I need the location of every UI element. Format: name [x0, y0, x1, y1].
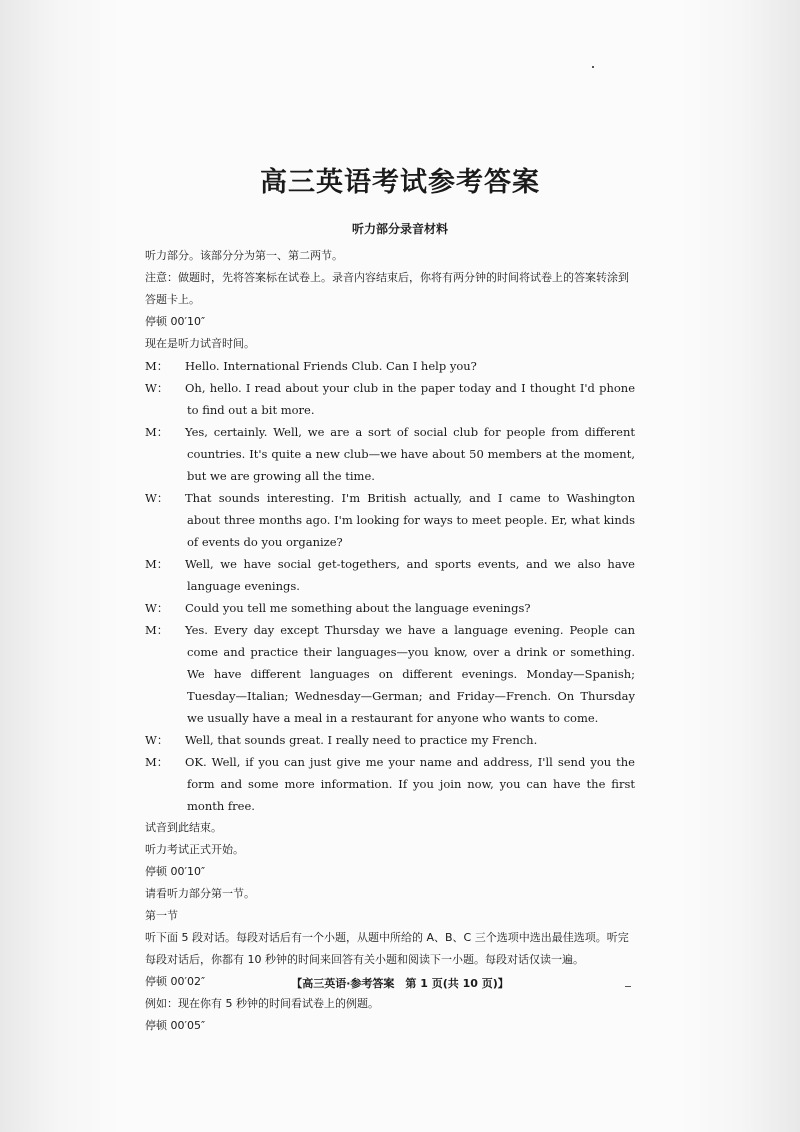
speaker-label: M： — [145, 359, 169, 373]
dialog-text: OK. Well, if you can just give me your name and address, I'll send you the form and some more information. If you join now, you can have the first month free. — [185, 755, 635, 813]
dialog-line — [145, 377, 635, 421]
text-line: 注意：做题时，先将答案标在试卷上。录音内容结束后，你将有两分钟的时间将试卷上的答案转涂到答题卡上。 — [145, 271, 629, 306]
dialog-text: Well, that sounds great. I really need to practice my French. — [185, 733, 538, 747]
dialog-text: Yes, certainly. Well, we are a sort of social club for people from different countries. It's quite a new club—we have about 50 members at the moment, but we are growing all the time. — [185, 425, 635, 483]
speaker-label: M： — [145, 425, 169, 439]
dialog-text: That sounds interesting. I'm British actually, and I came to Washington about three months ago. I'm looking for ways to meet people. Er, what kinds of events do you organize? — [185, 491, 635, 549]
text-line: 停顿 00′10″ — [145, 865, 206, 878]
text-line: 听力考试正式开始。 — [145, 843, 244, 856]
speaker-label: W： — [145, 381, 169, 395]
text-line: 请看听力部分第一节。 — [145, 887, 255, 900]
text-line: 试音到此结束。 — [145, 821, 222, 834]
dialog-line — [145, 355, 635, 377]
dialog-text: Well, we have social get-togethers, and sports events, and we also have language evenings. — [185, 557, 635, 593]
text-line: 停顿 00′10″ — [145, 315, 206, 328]
text-line: 第一节 — [145, 909, 178, 922]
section-subtitle: 听力部分录音材料 — [351, 222, 448, 236]
dialog-line — [145, 751, 635, 817]
dialog-line — [145, 421, 635, 487]
text-line: 听下面 5 段对话。每段对话后有一个小题，从题中所给的 A、B、C 三个选项中选出最佳选项。听完每段对话后，你都有 10 秒钟的时间来回答有关小题和阅读下一小题。每段对话仅读一遍。 — [145, 931, 629, 966]
speaker-label: W： — [145, 733, 169, 747]
dialog-line — [145, 487, 635, 553]
speaker-label: W： — [145, 491, 169, 505]
speaker-label: M： — [145, 623, 169, 637]
text-line: 例如：现在你有 5 秒钟的时间看试卷上的例题。 — [145, 997, 379, 1010]
text-line: 现在是听力试音时间。 — [145, 337, 255, 350]
page-title: 高三英语考试参考答案 — [260, 167, 540, 198]
scan-speck — [592, 66, 594, 68]
speaker-label: M： — [145, 557, 169, 571]
dialog-text: Could you tell me something about the language evenings? — [185, 601, 531, 615]
text-line: 停顿 00′05″ — [145, 1019, 206, 1032]
dialog-text: Hello. International Friends Club. Can I help you? — [185, 359, 477, 373]
dialog-text: Yes. Every day except Thursday we have a language evening. People can come and practice their languages—you know, over a drink or something. We have different languages on different evenings. Monday—Spanish; Tuesday—Italian; Wednesday—German; and Friday—French. On Thursday we usually have a meal in a restaurant for anyone who wants to come. — [185, 623, 635, 725]
transcript-body — [145, 245, 635, 1037]
scan-speck — [625, 986, 631, 987]
dialog-line — [145, 597, 635, 619]
page-footer: 【高三英语·参考答案 第 1 页(共 10 页)】 — [291, 977, 509, 990]
speaker-label: M： — [145, 755, 169, 769]
dialog-line — [145, 553, 635, 597]
text-line: 听力部分。该部分分为第一、第二两节。 — [145, 249, 343, 262]
dialog-line — [145, 729, 635, 751]
text-line: 停顿 00′02″ — [145, 975, 206, 988]
dialog-line — [145, 619, 635, 729]
dialog-text: Oh, hello. I read about your club in the paper today and I thought I'd phone to find out a bit more. — [185, 381, 635, 417]
speaker-label: W： — [145, 601, 169, 615]
